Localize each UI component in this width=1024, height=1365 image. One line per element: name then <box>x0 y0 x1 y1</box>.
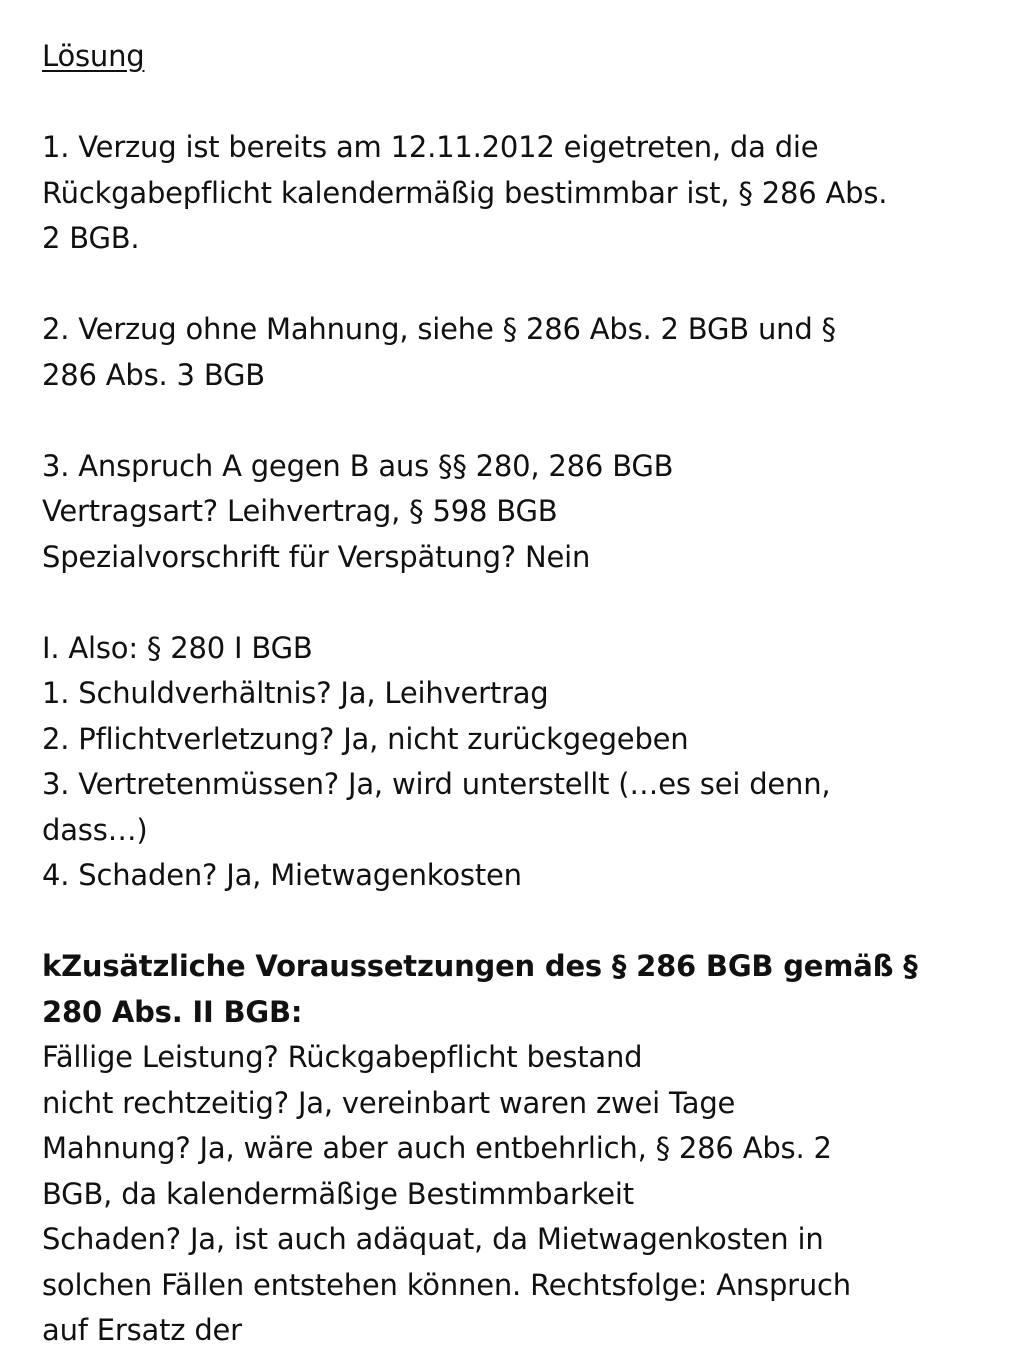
text-line: Mahnung? Ja, wäre aber auch entbehrlich, § 286 Abs. 2 <box>42 1131 832 1165</box>
section-heading: kZusätzliche Voraussetzungen des § 286 BGB gemäß § <box>42 949 918 983</box>
text-line: Vertragsart? Leihvertrag, § 598 BGB <box>42 494 558 528</box>
text-line: 2. Pflichtverletzung? Ja, nicht zurückgegeben <box>42 721 689 756</box>
document-page <box>42 34 992 1354</box>
text-line: auf Ersatz der <box>42 1313 242 1347</box>
text-line: Spezialvorschrift für Verspätung? Nein <box>42 539 591 574</box>
text-line: dass…) <box>42 812 148 847</box>
paragraph-spacer <box>42 899 992 945</box>
text-line: Schaden? Ja, ist auch adäquat, da Mietwagenkosten in <box>42 1222 824 1256</box>
text-line: 2 BGB. <box>42 221 140 255</box>
text-line: nicht rechtzeitig? Ja, vereinbart waren zwei Tage <box>42 1085 736 1120</box>
section-heading: 280 Abs. II BGB: <box>42 994 303 1029</box>
text-line: 2. Verzug ohne Mahnung, siehe § 286 Abs. 2 BGB und § <box>42 312 836 346</box>
section-zusaetzliche-voraussetzungen <box>42 944 992 1354</box>
text-line: Fällige Leistung? Rückgabepflicht bestand <box>42 1040 643 1074</box>
section-anspruch <box>42 444 992 581</box>
text-line: I. Also: § 280 I BGB <box>42 630 313 665</box>
text-line: 4. Schaden? Ja, Mietwagenkosten <box>42 858 522 892</box>
text-line: 3. Vertretenmüssen? Ja, wird unterstellt (…es sei denn, <box>42 767 831 801</box>
text-line: 1. Schuldverhältnis? Ja, Leihvertrag <box>42 676 549 710</box>
text-line: solchen Fällen entstehen können. Rechtsfolge: Anspruch <box>42 1267 851 1302</box>
text-line: Rückgabepflicht kalendermäßig bestimmbar ist, § 286 Abs. <box>42 175 888 210</box>
text-line: 286 Abs. 3 BGB <box>42 357 265 392</box>
paragraph-spacer <box>42 580 992 626</box>
text-line: 1. Verzug ist bereits am 12.11.2012 eigetreten, da die <box>42 130 819 164</box>
paragraph-spacer <box>42 80 992 126</box>
section-verzug-ohne-mahnung <box>42 307 992 398</box>
section-verzug-eintritt <box>42 125 992 262</box>
section-pruefung <box>42 626 992 899</box>
paragraph-spacer <box>42 262 992 308</box>
text-line: 3. Anspruch A gegen B aus §§ 280, 286 BGB <box>42 448 674 483</box>
page-title: Lösung <box>42 39 145 73</box>
paragraph-spacer <box>42 398 992 444</box>
text-line: BGB, da kalendermäßige Bestimmbarkeit <box>42 1176 634 1211</box>
